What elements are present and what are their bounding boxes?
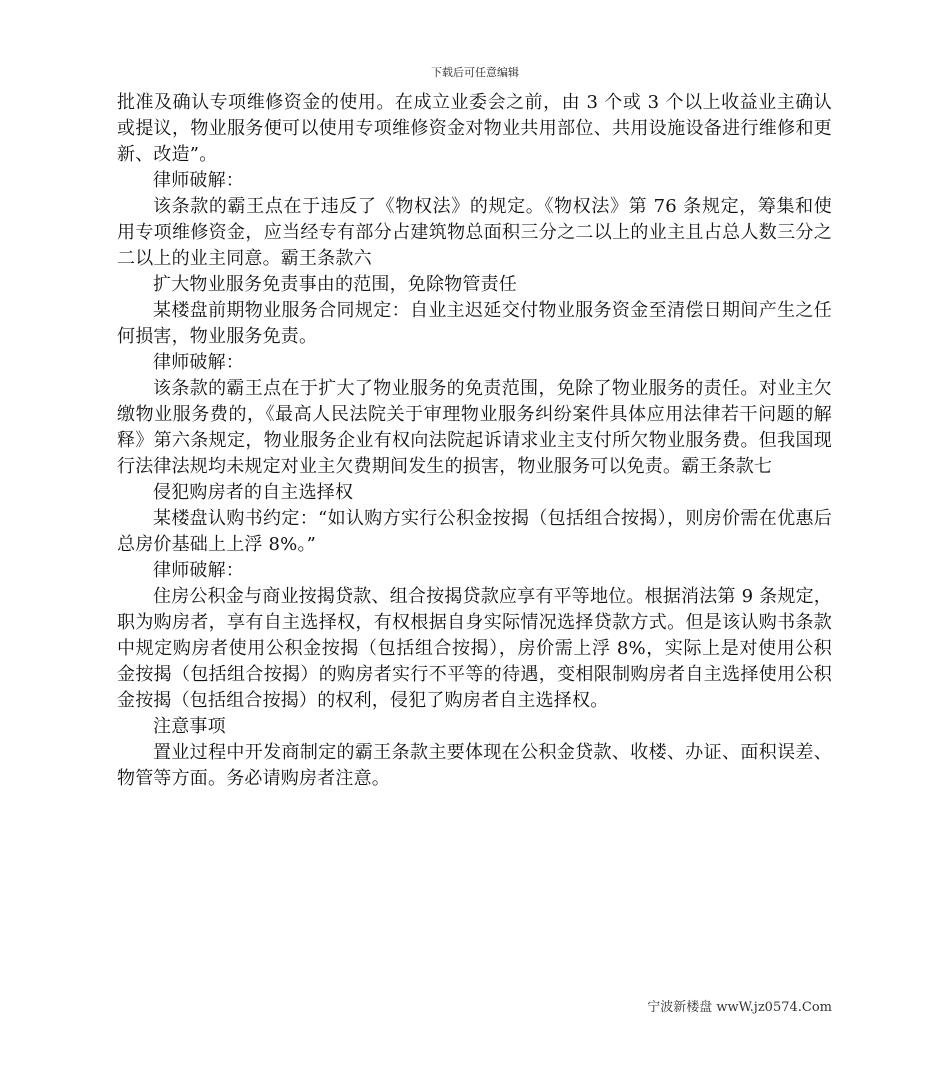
page-footer: 宁波新楼盘 wwW.jz0574.Com xyxy=(647,1000,832,1015)
paragraph: 某楼盘前期物业服务合同规定：自业主迟延交付物业服务资金至清偿日期间产生之任何损害，物业服务免责。 xyxy=(117,300,832,347)
paragraph: 批准及确认专项维修资金的使用。在成立业委会之前，由 3 个或 3 个以上收益业主确认或提议，物业服务便可以使用专项维修资金对物业共用部位、共用设施设备进行维修和更新、改造”。 xyxy=(117,92,832,165)
page-header: 下载后可任意编辑 xyxy=(431,66,519,79)
paragraph: 注意事项 xyxy=(153,716,226,737)
paragraph: 某楼盘认购书约定：“如认购方实行公积金按揭（包括组合按揭），则房价需在优惠后总房价基础上上浮 8%。” xyxy=(117,508,832,555)
paragraph: 扩大物业服务免责事由的范围，免除物管责任 xyxy=(153,274,517,295)
paragraph: 律师破解： xyxy=(153,170,244,191)
paragraph: 侵犯购房者的自主选择权 xyxy=(153,482,354,503)
paragraph: 律师破解： xyxy=(153,352,244,373)
paragraph: 该条款的霸王点在于扩大了物业服务的免责范围，免除了物业服务的责任。对业主欠缴物业服务费的，《最高人民法院关于审理物业服务纠纷案件具体应用法律若干问题的解释》第六条规定，物业服务企业有权向法院起诉请求业主支付所欠物业服务费。但我国现行法律法规均未规定对业主欠费期间发生的损害，物业服务可以免责。霸王条款七 xyxy=(117,378,832,477)
paragraph: 置业过程中开发商制定的霸王条款主要体现在公积金贷款、收楼、办证、面积误差、物管等方面。务必请购房者注意。 xyxy=(117,742,832,789)
paragraph: 律师破解： xyxy=(153,560,244,581)
paragraph: 该条款的霸王点在于违反了《物权法》的规定。《物权法》第 76 条规定，筹集和使用专项维修资金，应当经专有部分占建筑物总面积三分之二以上的业主且占总人数三分之二以上的业主同意。霸王条款六 xyxy=(117,196,832,269)
paragraph: 住房公积金与商业按揭贷款、组合按揭贷款应享有平等地位。根据消法第 9 条规定，职为购房者，享有自主选择权，有权根据自身实际情况选择贷款方式。但是该认购书条款中规定购房者使用公积金按揭（包括组合按揭），房价需上浮 8%，实际上是对使用公积金按揭（包括组合按揭）的购房者实行不平等的待遇，变相限制购房者自主选择使用公积金按揭（包括组合按揭）的权利，侵犯了购房者自主选择权。 xyxy=(117,586,832,711)
document-body xyxy=(117,90,832,792)
